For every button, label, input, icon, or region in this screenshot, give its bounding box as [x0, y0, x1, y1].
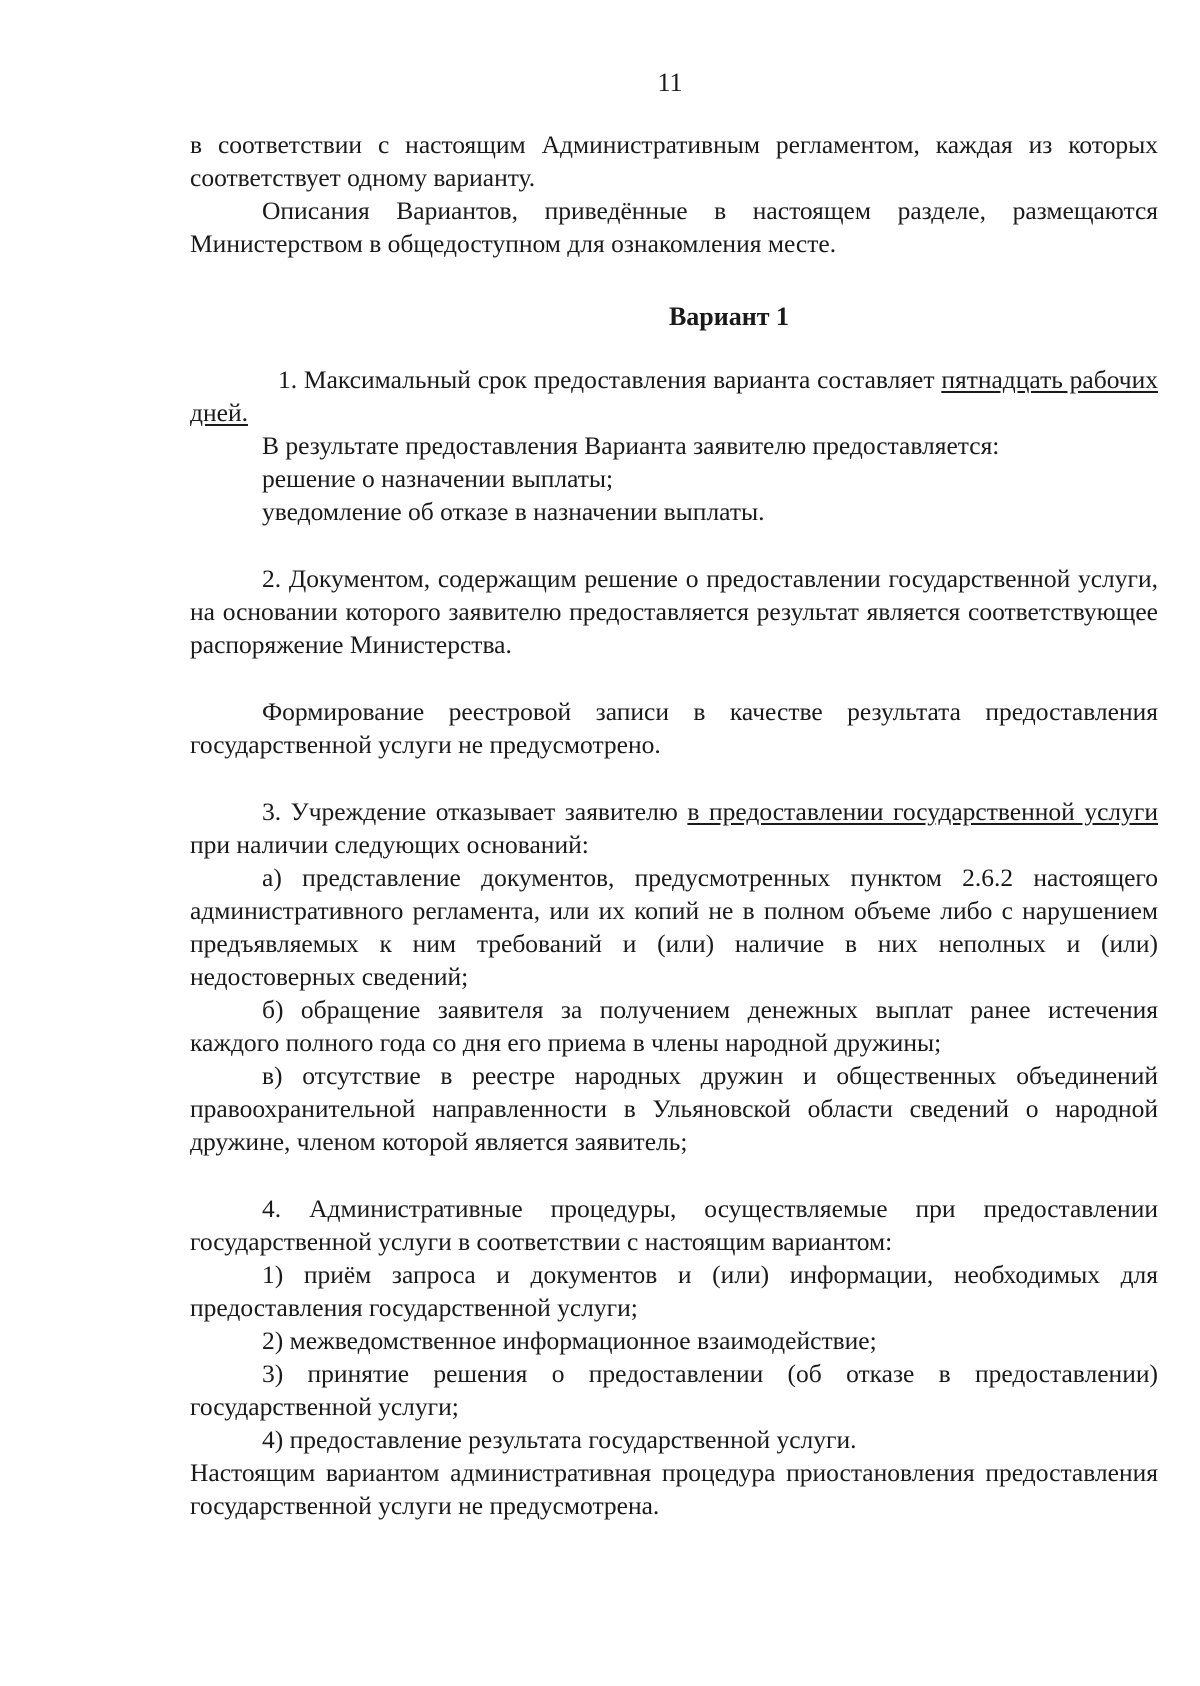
section-heading: Вариант 1 [668, 302, 790, 331]
section3-paragraph [190, 795, 1158, 861]
section1-decision-item: решение о назначении выплаты; [262, 464, 614, 493]
section4-paragraph: 4. Административные процедуры, осуществляемые при предоставлении государственной услуги в соответствии с настоящим вариантом: [190, 1194, 1158, 1256]
section1-term-lead: 1. Максимальный срок предоставления варианта составляет [278, 365, 942, 394]
section1-term-duration: пятнадцать рабочих дней. [190, 365, 1159, 427]
intro-paragraph: в соответствии с настоящим Административным регламентом, каждая из которых соответствует одному варианту. [190, 130, 1158, 192]
section3-lead: 3. Учреждение отказывает заявителю [262, 797, 688, 826]
section4-item-1: 1) приём запроса и документов и (или) информации, необходимых для предоставления государственной услуги; [190, 1260, 1158, 1322]
section3-item-b: б) обращение заявителя за получением денежных выплат ранее истечения каждого полного года со дня его приема в члены народной дружины; [190, 995, 1158, 1057]
section4-closing: Настоящим вариантом административная процедура приостановления предоставления государственной услуги не предусмотрена. [190, 1458, 1158, 1520]
section3-item-a: а) представление документов, предусмотренных пунктом 2.6.2 настоящего административного регламента, или их копий не в полном объеме либо с нарушением предъявляемых к ним требований и (или) наличие в них неполных и (или) недостоверных сведений; [190, 863, 1158, 991]
section4-item-4: 4) предоставление результата государственной услуги. [262, 1425, 857, 1454]
section4-item-2: 2) межведомственное информационное взаимодействие; [262, 1326, 877, 1355]
intro-placement-paragraph: Описания Вариантов, приведённые в настоящем разделе, размещаются Министерством в общедоступном для ознакомления месте. [190, 196, 1158, 258]
section2-registry-paragraph: Формирование реестровой записи в качестве результата предоставления государственной услуги не предусмотрено. [190, 697, 1158, 759]
section3-tail: при наличии следующих оснований: [190, 830, 589, 859]
section3-item-c: в) отсутствие в реестре народных дружин и общественных объединений правоохранительной направленности в Ульяновской области сведений о народной дружине, членом которой является заявитель; [190, 1061, 1158, 1156]
section2-paragraph: 2. Документом, содержащим решение о предоставлении государственной услуги, на основании которого заявителю предоставляется результат является соответствующее распоряжение Министерства. [190, 564, 1158, 659]
section1-notice-item: уведомление об отказе в назначении выплаты. [262, 497, 765, 526]
section1-term-paragraph [190, 363, 1158, 429]
section3-underlined: в предоставлении государственной услуги [687, 797, 1158, 826]
section1-result-line: В результате предоставления Варианта заявителю предоставляется: [262, 431, 1000, 460]
section4-item-3: 3) принятие решения о предоставлении (об отказе в предоставлении) государственной услуги; [190, 1359, 1158, 1421]
page-number: 11 [657, 68, 683, 97]
document-body [190, 128, 1158, 1522]
